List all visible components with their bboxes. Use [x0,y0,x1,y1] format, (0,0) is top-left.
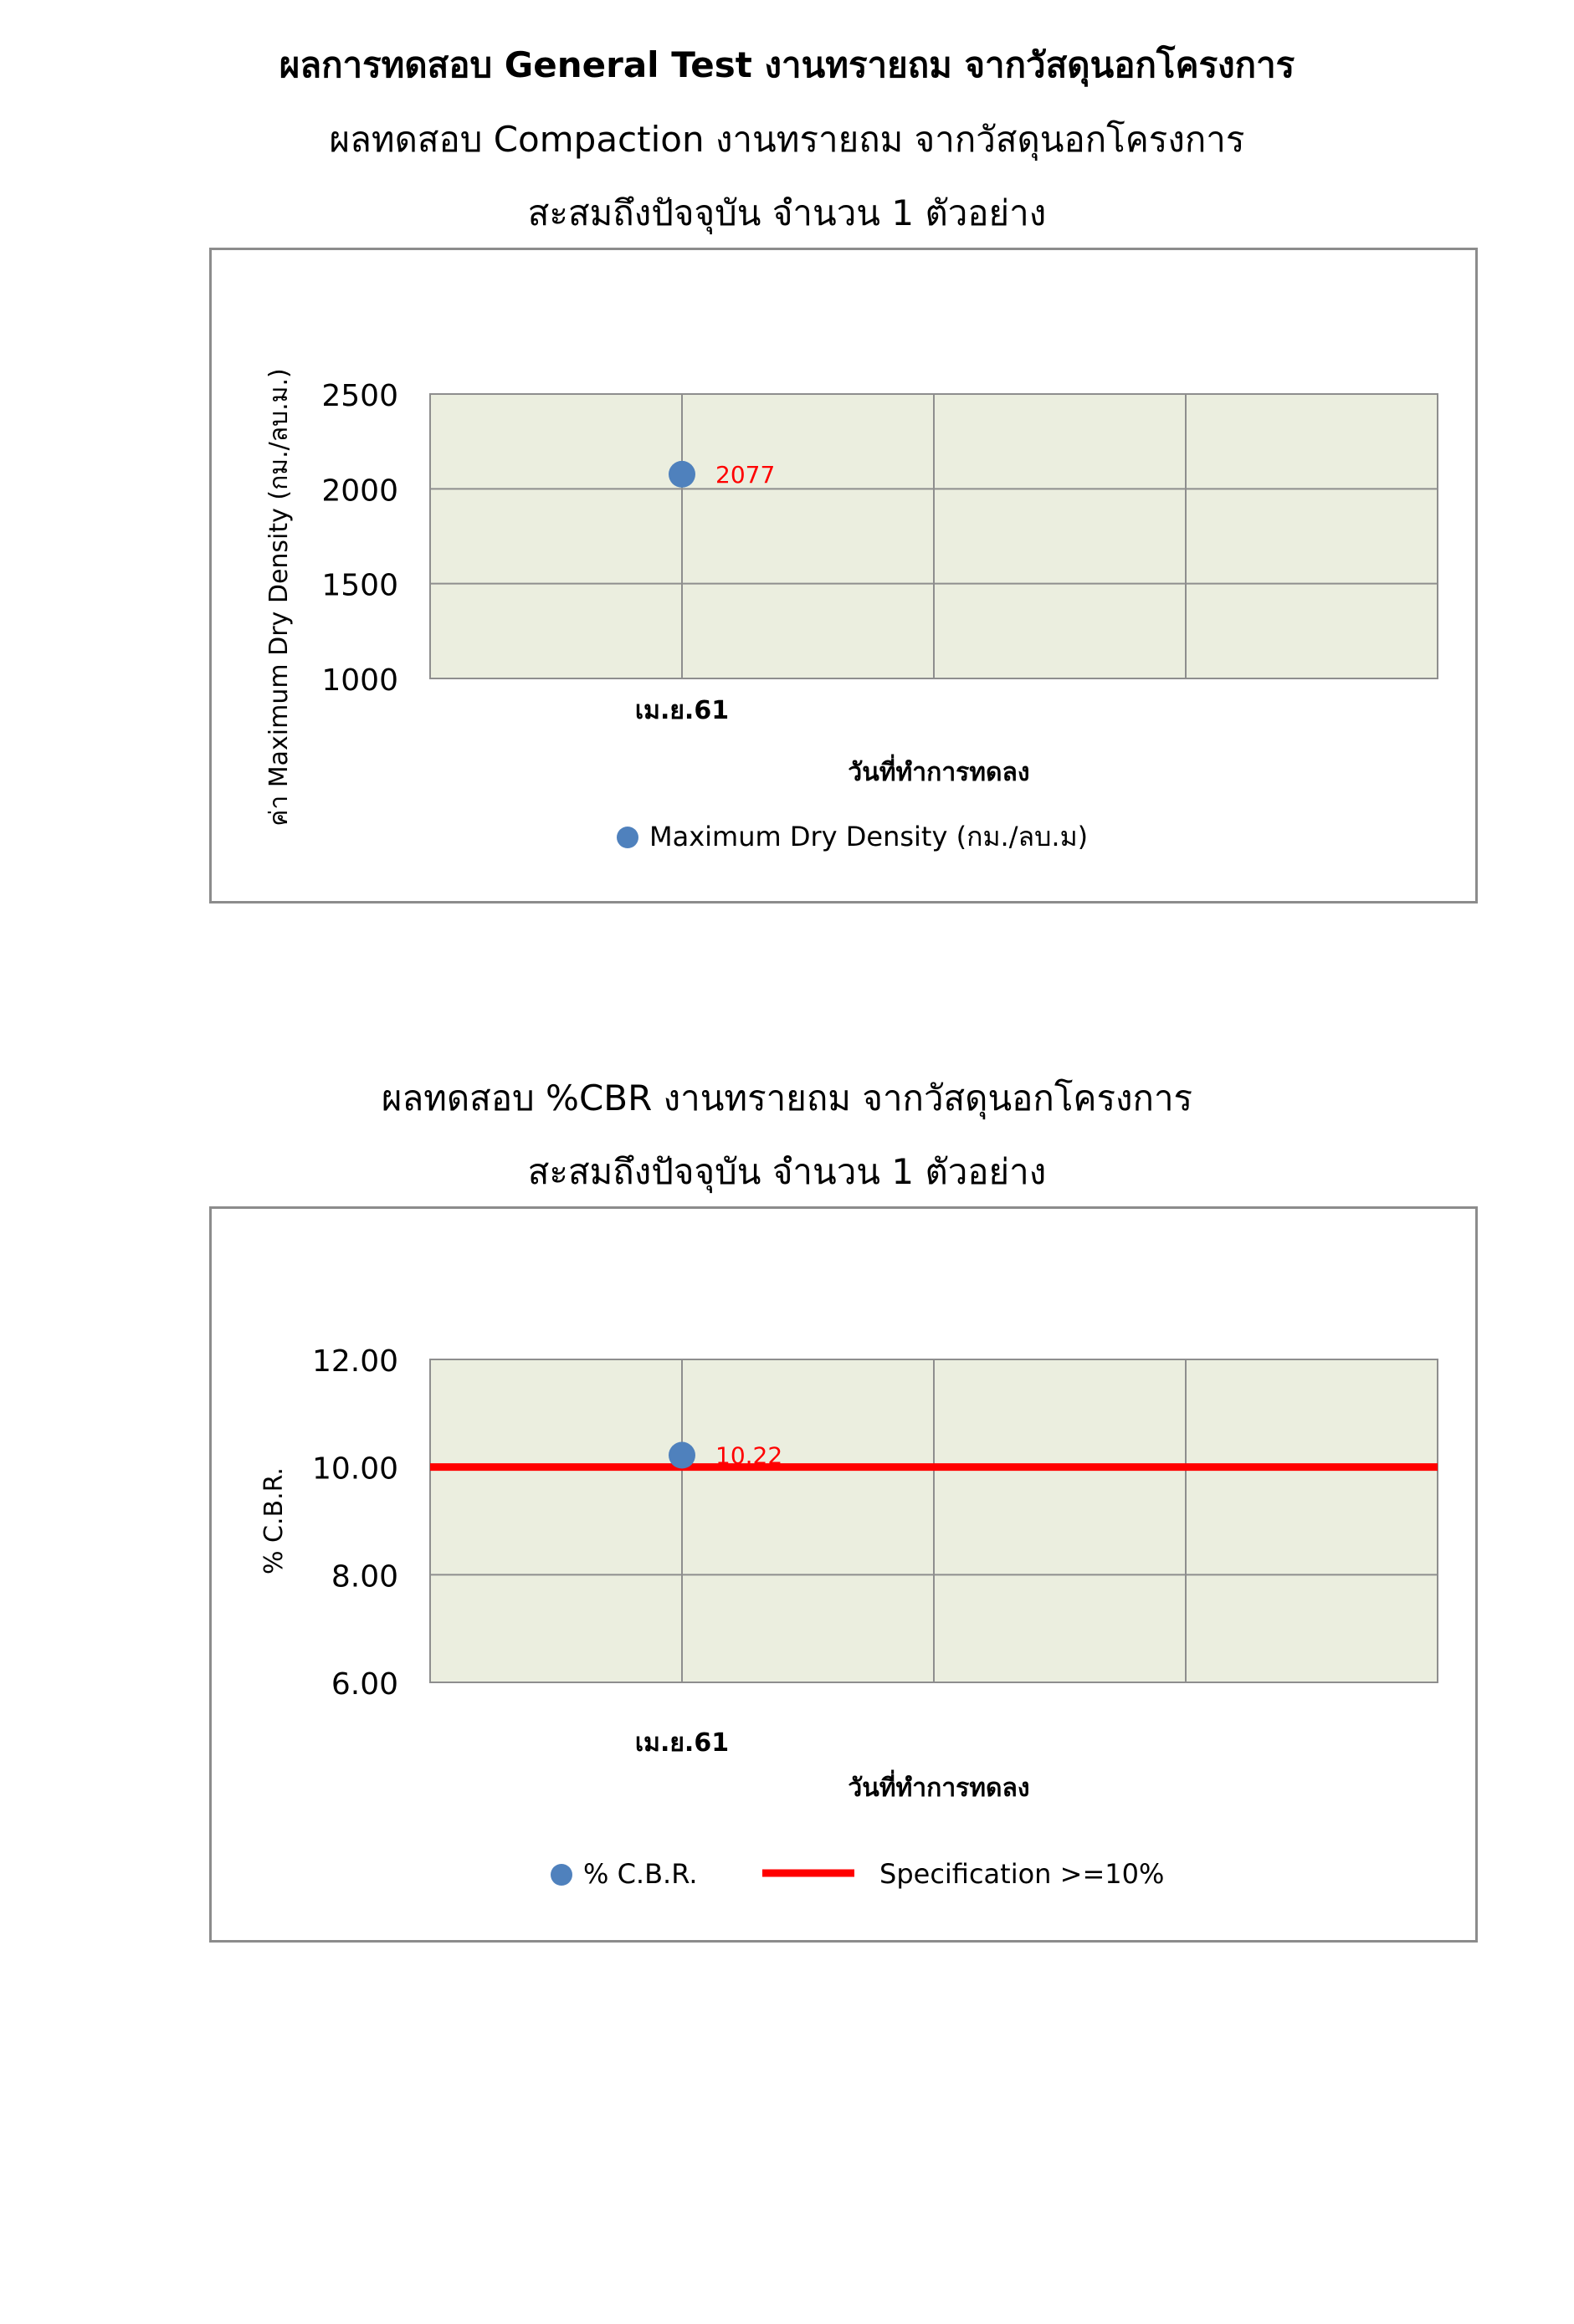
legend-label: Specification >=10% [879,1858,1165,1890]
legend-marker [617,827,638,848]
y-tick-label: 8.00 [331,1559,398,1595]
y-tick-label: 2000 [321,474,398,509]
x-axis-title: วันที่ทำการทดลง [848,758,1030,787]
chart-subtitle: สะสมถึงปัจจุบัน จำนวน 1 ตัวอย่าง [527,192,1047,233]
x-tick-label: เม.ย.61 [634,696,730,725]
y-tick-label: 10.00 [311,1451,398,1487]
x-axis-title: วันที่ทำการทดลง [848,1774,1030,1803]
page-title: ผลการทดสอบ General Test งานทรายถม จากวัสดุนอกโครงการ [279,44,1295,85]
chart-compaction-svg [212,250,1475,901]
chart-cbr [209,1206,1478,1943]
chart-cbr-svg [212,1209,1475,1940]
data-point [669,1442,695,1469]
legend-marker [551,1864,572,1886]
y-tick-label: 6.00 [331,1667,398,1702]
y-axis-title: % C.B.R. [259,1467,289,1574]
y-tick-label: 12.00 [311,1344,398,1379]
y-tick-label: 2500 [321,379,398,413]
chart-title: ผลทดสอบ %CBR งานทรายถม จากวัสดุนอกโครงการ [381,1078,1193,1118]
y-axis-title: ค่า Maximum Dry Density (กม./ลบ.ม.) [264,368,294,827]
legend-label: Maximum Dry Density (กม./ลบ.ม) [649,821,1089,852]
x-tick-label: เม.ย.61 [634,1728,730,1758]
y-tick-label: 1500 [321,568,398,603]
chart-compaction [209,248,1478,903]
chart-title: ผลทดสอบ Compaction งานทรายถม จากวัสดุนอกโครงการ [329,119,1245,160]
legend-label: % C.B.R. [583,1858,698,1890]
chart-subtitle: สะสมถึงปัจจุบัน จำนวน 1 ตัวอย่าง [527,1151,1047,1192]
data-label: 10.22 [715,1441,783,1470]
y-tick-label: 1000 [321,663,398,698]
data-label: 2077 [715,460,776,489]
data-point [669,461,695,488]
